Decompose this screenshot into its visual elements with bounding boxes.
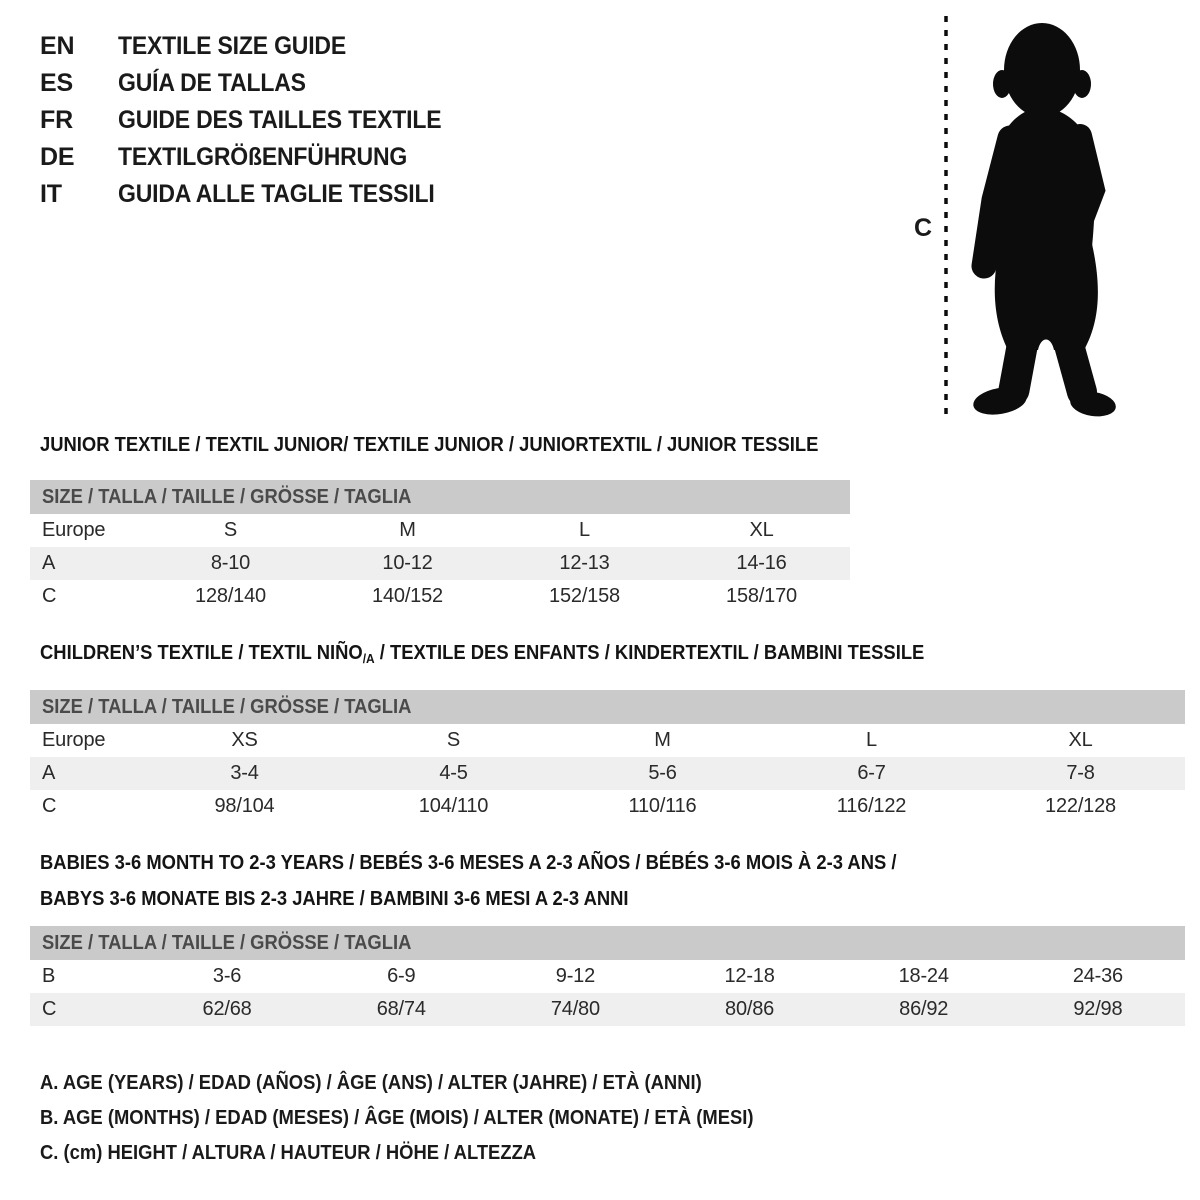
table-row bbox=[30, 580, 850, 613]
language-list bbox=[40, 28, 470, 213]
table-cell: 3-4 bbox=[230, 762, 259, 784]
table-cell: 140/152 bbox=[372, 585, 443, 607]
children-section-heading bbox=[40, 642, 1001, 666]
table-cell: 86/92 bbox=[899, 998, 949, 1020]
note-line-a bbox=[40, 1066, 816, 1101]
babies-heading-line1: BABIES 3-6 MONTH TO 2-3 YEARS / BEBÉS 3-6 MESES A 2-3 AÑOS / BÉBÉS 3-6 MOIS À 2-3 ANS / bbox=[40, 852, 897, 874]
table-cell: 6-7 bbox=[857, 762, 886, 784]
row-label-cell: A bbox=[42, 552, 56, 574]
language-title: TEXTILGRÖßENFÜHRUNG bbox=[118, 143, 408, 171]
language-row bbox=[40, 65, 470, 102]
junior-section-heading bbox=[40, 434, 886, 457]
language-code: FR bbox=[40, 106, 73, 134]
table-cell: 116/122 bbox=[836, 795, 907, 817]
table-cell: 74/80 bbox=[550, 998, 600, 1020]
babies-heading-line2: BABYS 3-6 MONATE BIS 2-3 JAHRE / BAMBINI 3-6 MESI A 2-3 ANNI bbox=[40, 888, 629, 910]
table-cell: 98/104 bbox=[214, 795, 275, 817]
babies-section-heading bbox=[40, 845, 971, 917]
table-cell: XL bbox=[749, 519, 774, 541]
table-row bbox=[30, 790, 1185, 823]
children-heading-post: / TEXTILE DES ENFANTS / KINDERTEXTIL / BAMBINI TESSILE bbox=[374, 642, 925, 664]
table-row bbox=[30, 514, 850, 547]
table-cell: 14-16 bbox=[736, 552, 787, 574]
size-header-bar bbox=[30, 480, 850, 514]
table-cell: XL bbox=[1068, 729, 1093, 751]
junior-section-heading-text: JUNIOR TEXTILE / TEXTIL JUNIOR/ TEXTILE JUNIOR / JUNIORTEXTIL / JUNIOR TESSILE bbox=[40, 434, 819, 456]
table-cell: 10-12 bbox=[382, 552, 433, 574]
language-row bbox=[40, 28, 470, 65]
table-cell: XS bbox=[231, 729, 258, 751]
height-measure-label: C bbox=[914, 214, 933, 242]
size-header-text: SIZE / TALLA / TAILLE / GRÖSSE / TAGLIA bbox=[42, 696, 412, 718]
junior-size-table bbox=[30, 480, 850, 613]
row-label-cell: B bbox=[42, 965, 56, 987]
table-cell: 12-18 bbox=[724, 965, 775, 987]
language-code: ES bbox=[40, 69, 73, 97]
table-cell: 110/116 bbox=[628, 795, 697, 817]
table-cell: 62/68 bbox=[202, 998, 252, 1020]
table-cell: 152/158 bbox=[549, 585, 620, 607]
table-cell: 24-36 bbox=[1072, 965, 1123, 987]
table-cell: 68/74 bbox=[376, 998, 426, 1020]
table-cell: 158/170 bbox=[726, 585, 797, 607]
table-cell: M bbox=[654, 729, 671, 751]
note-c-text: C. (cm) HEIGHT / ALTURA / HAUTEUR / HÖHE / ALTEZZA bbox=[40, 1142, 537, 1164]
legend-notes bbox=[40, 1066, 816, 1171]
note-line-b bbox=[40, 1101, 816, 1136]
size-header-text: SIZE / TALLA / TAILLE / GRÖSSE / TAGLIA bbox=[42, 932, 412, 954]
size-header-bar bbox=[30, 926, 1185, 960]
language-title: GUIDE DES TAILLES TEXTILE bbox=[118, 106, 442, 134]
table-cell: 5-6 bbox=[648, 762, 677, 784]
language-title: TEXTILE SIZE GUIDE bbox=[118, 32, 347, 60]
row-label-cell: Europe bbox=[42, 729, 106, 751]
table-cell: S bbox=[223, 519, 238, 541]
table-cell: 18-24 bbox=[898, 965, 949, 987]
dashed-measure-line-icon bbox=[943, 16, 949, 416]
table-cell: S bbox=[446, 729, 461, 751]
table-cell: 12-13 bbox=[559, 552, 610, 574]
table-cell: 3-6 bbox=[212, 965, 242, 987]
table-cell: 7-8 bbox=[1066, 762, 1095, 784]
note-b-text: B. AGE (MONTHS) / EDAD (MESES) / ÂGE (MOIS) / ALTER (MONATE) / ETÀ (MESI) bbox=[40, 1107, 754, 1129]
language-row bbox=[40, 139, 470, 176]
table-cell: 104/110 bbox=[418, 795, 489, 817]
note-line-c bbox=[40, 1136, 816, 1171]
table-row bbox=[30, 960, 1185, 993]
row-label-cell: Europe bbox=[42, 519, 106, 541]
table-row bbox=[30, 547, 850, 580]
table-cell: L bbox=[866, 729, 877, 751]
language-row bbox=[40, 102, 470, 139]
babies-size-table bbox=[30, 926, 1185, 1026]
table-cell: 4-5 bbox=[439, 762, 468, 784]
table-row bbox=[30, 724, 1185, 757]
height-figure bbox=[890, 8, 1160, 423]
table-cell: 128/140 bbox=[195, 585, 266, 607]
table-cell: 80/86 bbox=[725, 998, 775, 1020]
children-heading-subscript: /A bbox=[362, 651, 375, 666]
toddler-silhouette-image bbox=[962, 18, 1132, 418]
row-label-cell: C bbox=[42, 795, 57, 817]
language-title: GUÍA DE TALLAS bbox=[118, 69, 306, 97]
table-cell: 6-9 bbox=[387, 965, 416, 987]
row-label-cell: A bbox=[42, 762, 56, 784]
children-section-heading-text bbox=[40, 642, 924, 666]
row-label-cell: C bbox=[42, 998, 57, 1020]
language-code: IT bbox=[40, 180, 62, 208]
table-row bbox=[30, 757, 1185, 790]
language-title: GUIDA ALLE TAGLIE TESSILI bbox=[118, 180, 435, 208]
language-row bbox=[40, 176, 470, 213]
table-cell: 9-12 bbox=[555, 965, 595, 987]
table-row bbox=[30, 993, 1185, 1026]
table-cell: L bbox=[579, 519, 590, 541]
table-cell: 122/128 bbox=[1045, 795, 1116, 817]
row-label-cell: C bbox=[42, 585, 57, 607]
children-heading-pre: CHILDREN’S TEXTILE / TEXTIL NIÑO bbox=[40, 642, 363, 664]
table-cell: 8-10 bbox=[210, 552, 251, 574]
language-code: EN bbox=[40, 32, 75, 60]
language-code: DE bbox=[40, 143, 75, 171]
table-cell: M bbox=[399, 519, 416, 541]
note-a-text: A. AGE (YEARS) / EDAD (AÑOS) / ÂGE (ANS) / ALTER (JAHRE) / ETÀ (ANNI) bbox=[40, 1072, 702, 1094]
size-header-bar bbox=[30, 690, 1185, 724]
table-cell: 92/98 bbox=[1073, 998, 1123, 1020]
size-header-text: SIZE / TALLA / TAILLE / GRÖSSE / TAGLIA bbox=[42, 486, 412, 508]
children-size-table bbox=[30, 690, 1185, 823]
